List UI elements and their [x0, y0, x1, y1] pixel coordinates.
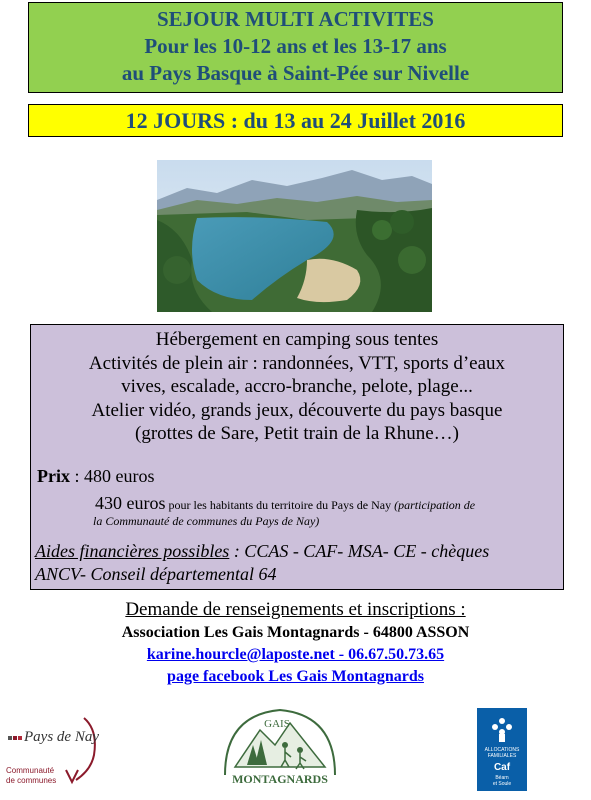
price-note-italic-2: la Communauté de communes du Pays de Nay) [93, 514, 320, 528]
aid-text-1: : CCAS - CAF- MSA- CE - chèques [229, 541, 490, 561]
contact-heading: Demande de renseignements et inscriptions : [125, 599, 466, 620]
details-box [30, 324, 564, 590]
caf-logo-line2: FAMILIALES [487, 753, 517, 759]
aid-text-2: ANCV- Conseil départemental 64 [35, 564, 277, 584]
price-label: Prix [37, 466, 70, 486]
caf-logo-line1: ALLOCATIONS [484, 747, 520, 753]
aid-label: Aides financières possibles [35, 541, 230, 561]
caf-logo-sub1: Béarn [495, 775, 509, 781]
nay-logo-sub1: Communauté [6, 766, 55, 775]
email-phone-link[interactable]: karine.hourcle@laposte.net - 06.67.50.73.65 [146, 646, 445, 663]
pays-de-nay-logo-icon [6, 710, 116, 790]
gais-montagnards-logo [215, 705, 345, 790]
gais-logo-top: GAIS [264, 718, 290, 730]
pays-de-nay-logo [6, 710, 116, 790]
lake-photo [157, 160, 432, 312]
details-line-4: Atelier vidéo, grands jeux, découverte du pays basque [91, 399, 503, 421]
details-line-5: (grottes de Sare, Petit train de la Rhune…) [135, 423, 459, 444]
association-line: Association Les Gais Montagnards - 64800 ASSON [121, 624, 470, 641]
nay-logo-sub2: de communes [6, 776, 57, 785]
title-line-3: au Pays Basque à Saint-Pée sur Nivelle [121, 61, 470, 85]
price-value-2: 430 euros [95, 493, 166, 513]
caf-logo-icon [477, 708, 527, 791]
details-line-3: vives, escalade, accro-branche, pelote, plage... [121, 376, 473, 397]
price-row-1 [37, 466, 155, 487]
title-banner [28, 2, 563, 93]
price-note: pour les habitants du territoire du Pays de Nay [165, 498, 395, 512]
facebook-link[interactable]: page facebook Les Gais Montagnards [167, 668, 424, 685]
title-line-2: Pour les 10-12 ans et les 13-17 ans [144, 34, 447, 58]
mountain-hikers-logo-icon [215, 705, 345, 790]
dates-banner: 12 JOURS : du 13 au 24 Juillet 2016 [28, 104, 563, 137]
details-description [31, 328, 563, 446]
price-value-1: : 480 euros [70, 466, 155, 486]
gais-logo-bottom: MONTAGNARDS [232, 772, 328, 786]
price-row-2 [95, 493, 475, 514]
price-note-italic-1: (participation de [394, 498, 476, 512]
lake-landscape-image [157, 160, 432, 312]
caf-logo [477, 708, 527, 791]
caf-logo-sub2: et Soule [492, 781, 512, 787]
details-line-2: Activités de plein air : randonnées, VTT, sports d’eaux [88, 352, 506, 374]
caf-logo-name: Caf [493, 762, 511, 773]
contact-section [0, 598, 591, 688]
details-line-1: Hébergement en camping sous tentes [155, 329, 439, 350]
title-line-1: SEJOUR MULTI ACTIVITES [157, 7, 434, 31]
financial-aid [35, 540, 561, 586]
nay-logo-name: Pays de Nay [24, 729, 99, 745]
